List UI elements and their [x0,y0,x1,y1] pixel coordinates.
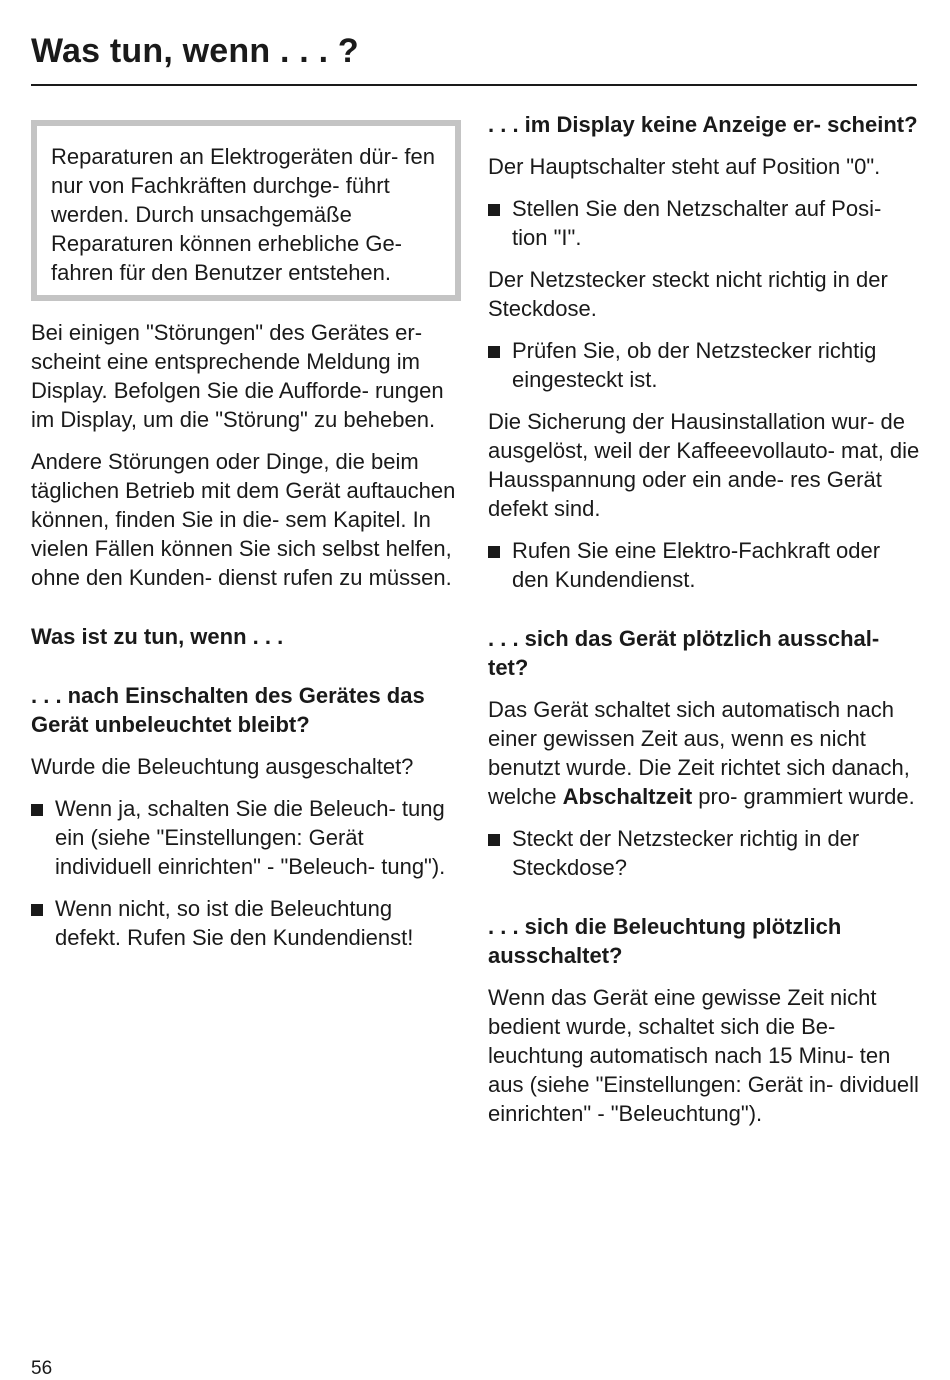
warning-text: Reparaturen an Elektrogeräten dür- fen nur von Fachkräften durchge- führt werden. Durch unsachgemäße Reparaturen können erhebliche Ge- fahren für den Benutzer entstehen. [51,144,436,285]
section-text-lighting-off: Wenn das Gerät eine gewisse Zeit nicht bedient wurde, schaltet sich die Be- leuchtung automatisch nach 15 Minu- ten aus (siehe "Einstellungen: Gerät in- dividuell einrichten" - "Beleuchtung"). [488,985,919,1126]
list-item [488,824,920,882]
bullet-icon [31,904,43,916]
list-item-text: Steckt der Netzstecker richtig in der Steckdose? [512,826,860,880]
bullet-icon [488,346,500,358]
list-item-text: Wenn ja, schalten Sie die Beleuch- tung ein (siehe "Einstellungen: Gerät individuell einrichten" - "Beleuch- tung"). [55,796,446,879]
section-text-display-3: Die Sicherung der Hausinstallation wur- de ausgelöst, weil der Kaffeeevollauto- mat, die Hausspannung oder ein ande- res Gerät defekt sind. [488,409,920,521]
right-column [488,110,920,1141]
list-item-text: Wenn nicht, so ist die Beleuchtung defekt. Rufen Sie den Kundendienst! [55,896,414,950]
page-title: Was tun, wenn . . . ? [31,32,359,70]
section-text-switch-off: Das Gerät schaltet sich automatisch nach einer gewissen Zeit aus, wenn es nicht benutzt wurde. Die Zeit richtet sich danach, welche Abschaltzeit pro- grammiert wurde. [488,697,915,809]
list-item [31,894,461,952]
bullet-icon [488,834,500,846]
section-heading-unlit: . . . nach Einschalten des Gerätes das Gerät unbeleuchtet bleibt? [31,683,425,737]
subheading: Was ist zu tun, wenn . . . [31,624,284,649]
section-text-display-1: Der Hauptschalter steht auf Position "0". [488,154,881,179]
left-column [31,110,461,965]
bullet-icon [488,546,500,558]
list-item-text: Stellen Sie den Netzschalter auf Posi- tion "I". [512,196,882,250]
list-item [488,194,920,252]
title-divider [31,84,917,86]
section-text-display-2: Der Netzstecker steckt nicht richtig in der Steckdose. [488,267,888,321]
section-heading-lighting-off: . . . sich die Beleuchtung plötzlich ausschaltet? [488,914,842,968]
bold-term: Abschaltzeit [562,784,693,809]
page-number: 56 [31,1358,53,1379]
bullet-icon [31,804,43,816]
section-heading-switch-off: . . . sich das Gerät plötzlich ausschal- tet? [488,626,880,680]
intro-paragraph-2: Andere Störungen oder Dinge, die beim täglichen Betrieb mit dem Gerät auftauchen können, finden Sie in die- sem Kapitel. In vielen Fällen können Sie sich selbst helfen, ohne den Kunden- dienst rufen zu müssen. [31,449,456,590]
warning-box [31,120,461,301]
section-heading-display: . . . im Display keine Anzeige er- scheint? [488,112,918,137]
list-item [488,536,920,594]
list-item-text: Prüfen Sie, ob der Netzstecker richtig eingesteckt ist. [512,338,877,392]
list-item [488,336,920,394]
list-item [31,794,461,881]
bullet-icon [488,204,500,216]
section-text-unlit: Wurde die Beleuchtung ausgeschaltet? [31,754,414,779]
intro-paragraph-1: Bei einigen "Störungen" des Gerätes er- scheint eine entsprechende Meldung im Display. Befolgen Sie die Aufforde- rungen im Display, um die "Störung" zu beheben. [31,320,444,432]
list-item-text: Rufen Sie eine Elektro-Fachkraft oder den Kundendienst. [512,538,881,592]
